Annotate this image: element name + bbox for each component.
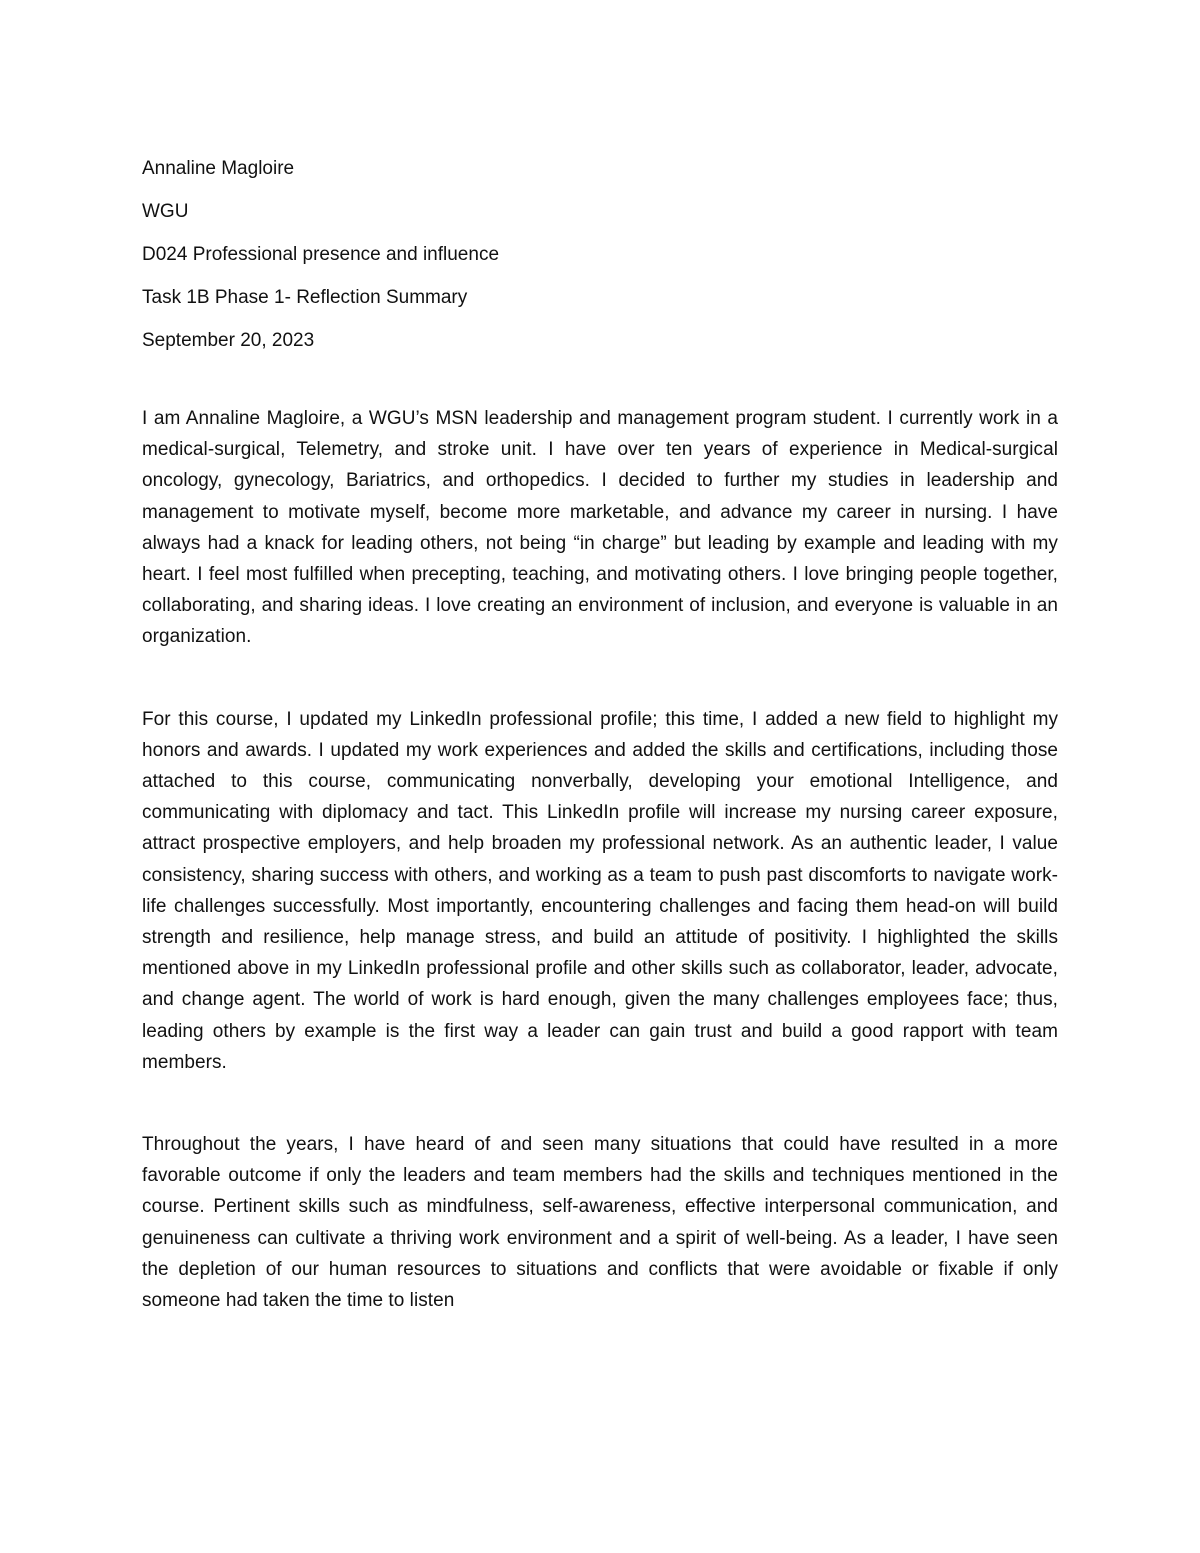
document-content: [142, 155, 1058, 1367]
document-header: [142, 155, 1058, 354]
institution-name: WGU: [142, 201, 189, 222]
paragraph-linkedin-profile: For this course, I updated my LinkedIn professional profile; this time, I added a new field to highlight my honors and awards. I updated my work experiences and added the skills and certifications, including those attached to this course, communicating nonverbally, developing your emotional Intelligence, and communicating with diplomacy and tact. This LinkedIn profile will increase my nursing career exposure, attract prospective employers, and help broaden my professional network. As an authentic leader, I value consistency, sharing success with others, and working as a team to push past discomforts to navigate work-life challenges successfully. Most importantly, encountering challenges and facing them head-on will build strength and resilience, help manage stress, and build an attitude of positivity. I highlighted the skills mentioned above in my LinkedIn professional profile and other skills such as collaborator, leader, advocate, and change agent. The world of work is hard enough, given the many challenges employees face; thus, leading others by example is the first way a leader can gain trust and build a good rapport with team members.: [142, 708, 1058, 1073]
task-title: Task 1B Phase 1- Reflection Summary: [142, 287, 468, 308]
document-date: September 20, 2023: [142, 330, 315, 351]
paragraph-leadership-situations: Throughout the years, I have heard of and seen many situations that could have resulted in a more favorable outcome if only the leaders and team members had the skills and techniques mentioned in the course. Pertinent skills such as mindfulness, self-awareness, effective interpersonal communication, and genuineness can cultivate a thriving work environment and a spirit of well-being. As a leader, I have seen the depletion of our human resources to situations and conflicts that were avoidable or fixable if only someone had taken the time to listen: [142, 1134, 1058, 1312]
author-name: Annaline Magloire: [142, 158, 295, 179]
paragraph-introduction: I am Annaline Magloire, a WGU’s MSN leadership and management program student. I currently work in a medical-surgical, Telemetry, and stroke unit. I have over ten years of experience in Medical-surgical oncology, gynecology, Bariatrics, and orthopedics. I decided to further my studies in leadership and management to motivate myself, become more marketable, and advance my career in nursing. I have always had a knack for leading others, not being “in charge” but leading by example and leading with my heart. I feel most fulfilled when precepting, teaching, and motivating others. I love bringing people together, collaborating, and sharing ideas. I love creating an environment of inclusion, and everyone is valuable in an organization.: [142, 408, 1058, 648]
course-title: D024 Professional presence and influence: [142, 244, 500, 265]
